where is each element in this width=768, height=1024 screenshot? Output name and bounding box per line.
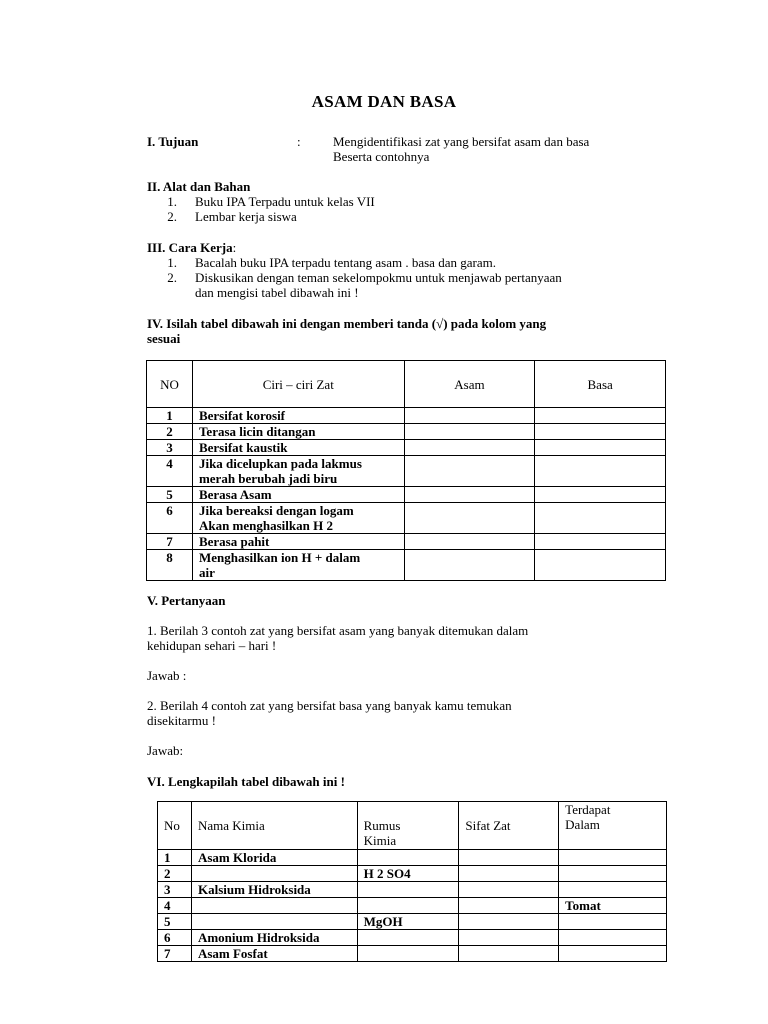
row-no: 7: [147, 534, 193, 550]
asam-cell[interactable]: [404, 440, 535, 456]
rumus-cell[interactable]: [357, 850, 459, 866]
rumus-cell[interactable]: MgOH: [357, 914, 459, 930]
nama-cell[interactable]: Kalsium Hidroksida: [191, 882, 357, 898]
basa-cell[interactable]: [535, 440, 666, 456]
col-header-terdapat-line: Terdapat: [565, 802, 611, 817]
table-row: [158, 898, 667, 914]
asam-cell[interactable]: [404, 503, 535, 534]
jawab-2-label: Jawab:: [147, 743, 184, 758]
row-ciri-line: Menghasilkan ion H + dalam: [198, 550, 361, 565]
row-ciri: Bersifat korosif: [192, 408, 404, 424]
row-ciri: [192, 550, 404, 581]
alat-item-num: 2.: [167, 209, 177, 224]
row-ciri: [192, 456, 404, 487]
kimia-table: [157, 801, 667, 962]
basa-cell[interactable]: [535, 550, 666, 581]
terdapat-cell[interactable]: [559, 930, 667, 946]
col-header-ciri: Ciri – ciri Zat: [192, 361, 404, 408]
alat-item-num: 1.: [167, 194, 177, 209]
asam-cell[interactable]: [404, 534, 535, 550]
asam-cell[interactable]: [404, 408, 535, 424]
col-header-nama: Nama Kimia: [191, 802, 357, 850]
tujuan-text-2: Beserta contohnya: [333, 149, 430, 164]
cara-colon: :: [232, 240, 237, 255]
sifat-cell[interactable]: [459, 914, 559, 930]
col-header-sifat: Sifat Zat: [459, 802, 559, 850]
table-row: [147, 503, 666, 534]
col-header-rumus: [357, 802, 459, 850]
row-no: 3: [147, 440, 193, 456]
row-ciri-line: merah berubah jadi biru: [198, 471, 338, 486]
sifat-cell[interactable]: [459, 866, 559, 882]
table-row: [147, 440, 666, 456]
row-ciri: Bersifat kaustik: [192, 440, 404, 456]
cara-item: Bacalah buku IPA terpadu tentang asam . basa dan garam.: [195, 255, 496, 270]
basa-cell[interactable]: [535, 408, 666, 424]
lengkapi-heading: VI. Lengkapilah tabel dibawah ini !: [147, 774, 345, 789]
row-ciri: Berasa pahit: [192, 534, 404, 550]
row-no: 8: [147, 550, 193, 581]
sifat-cell[interactable]: [459, 850, 559, 866]
nama-cell[interactable]: Asam Klorida: [191, 850, 357, 866]
row-ciri: [192, 503, 404, 534]
row-no: 5: [158, 914, 192, 930]
row-ciri-line: air: [198, 565, 215, 580]
row-no: 5: [147, 487, 193, 503]
row-no: 4: [147, 456, 193, 487]
ciri-zat-table: [146, 360, 666, 581]
row-no: 1: [158, 850, 192, 866]
col-header-basa: Basa: [535, 361, 666, 408]
table-row: [147, 456, 666, 487]
row-ciri-line: Jika dicelupkan pada lakmus: [198, 456, 362, 471]
col-header-terdapat-line: Dalam: [565, 817, 600, 832]
table-row: [147, 550, 666, 581]
question-1-cont: kehidupan sehari – hari !: [147, 638, 277, 653]
table-row: [147, 487, 666, 503]
sifat-cell[interactable]: [459, 882, 559, 898]
isilah-line-2: sesuai: [147, 331, 181, 346]
cara-heading: III. Cara Kerja: [147, 240, 233, 255]
terdapat-cell[interactable]: Tomat: [559, 898, 667, 914]
sifat-cell[interactable]: [459, 898, 559, 914]
cara-item-cont: dan mengisi tabel dibawah ini !: [195, 285, 359, 300]
row-no: 2: [147, 424, 193, 440]
col-header-no: No: [158, 802, 192, 850]
rumus-cell[interactable]: H 2 SO4: [357, 866, 459, 882]
row-no: 7: [158, 946, 192, 962]
asam-cell[interactable]: [404, 424, 535, 440]
rumus-cell[interactable]: [357, 898, 459, 914]
asam-cell[interactable]: [404, 487, 535, 503]
nama-cell[interactable]: Amonium Hidroksida: [191, 930, 357, 946]
row-ciri: Berasa Asam: [192, 487, 404, 503]
terdapat-cell[interactable]: [559, 882, 667, 898]
col-header-asam: Asam: [404, 361, 535, 408]
table-row: [158, 882, 667, 898]
col-header-rumus-line: Kimia: [363, 833, 397, 848]
col-header-terdapat: [559, 802, 667, 850]
row-no: 4: [158, 898, 192, 914]
terdapat-cell[interactable]: [559, 914, 667, 930]
table-row: [147, 424, 666, 440]
basa-cell[interactable]: [535, 487, 666, 503]
row-ciri-line: Akan menghasilkan H 2: [198, 518, 333, 533]
row-ciri-line: Jika bereaksi dengan logam: [198, 503, 354, 518]
tujuan-heading: I. Tujuan: [147, 134, 199, 149]
nama-cell[interactable]: [191, 866, 357, 882]
table-row: [147, 534, 666, 550]
basa-cell[interactable]: [535, 424, 666, 440]
question-2: 2. Berilah 4 contoh zat yang bersifat basa yang banyak kamu temukan: [147, 698, 512, 713]
rumus-cell[interactable]: [357, 882, 459, 898]
pertanyaan-heading: V. Pertanyaan: [147, 593, 226, 608]
cara-item-num: 2.: [167, 270, 177, 285]
row-no: 6: [147, 503, 193, 534]
jawab-1-label: Jawab :: [147, 668, 187, 683]
sifat-cell[interactable]: [459, 946, 559, 962]
question-1: 1. Berilah 3 contoh zat yang bersifat asam yang banyak ditemukan dalam: [147, 623, 529, 638]
table-row: [158, 866, 667, 882]
nama-cell[interactable]: [191, 914, 357, 930]
alat-heading: II. Alat dan Bahan: [147, 179, 251, 194]
question-2-cont: disekitarmu !: [147, 713, 216, 728]
isilah-line-1: IV. Isilah tabel dibawah ini dengan memberi tanda (√) pada kolom yang: [147, 316, 547, 331]
basa-cell[interactable]: [535, 534, 666, 550]
col-header-no: NO: [147, 361, 193, 408]
terdapat-cell[interactable]: [559, 850, 667, 866]
nama-cell[interactable]: [191, 898, 357, 914]
page-title: ASAM DAN BASA: [311, 92, 457, 111]
table-row: [147, 408, 666, 424]
basa-cell[interactable]: [535, 456, 666, 487]
terdapat-cell[interactable]: [559, 946, 667, 962]
rumus-cell[interactable]: [357, 930, 459, 946]
row-no: 3: [158, 882, 192, 898]
row-no: 2: [158, 866, 192, 882]
sifat-cell[interactable]: [459, 930, 559, 946]
asam-cell[interactable]: [404, 550, 535, 581]
terdapat-cell[interactable]: [559, 866, 667, 882]
row-no: 1: [147, 408, 193, 424]
col-header-rumus-line: Rumus: [363, 818, 401, 833]
table-row: [158, 946, 667, 962]
tujuan-text-1: Mengidentifikasi zat yang bersifat asam dan basa: [333, 134, 590, 149]
tujuan-colon: :: [297, 134, 301, 149]
table-row: [158, 930, 667, 946]
row-ciri: Terasa licin ditangan: [192, 424, 404, 440]
cara-item-num: 1.: [167, 255, 177, 270]
alat-item: Buku IPA Terpadu untuk kelas VII: [195, 194, 375, 209]
asam-cell[interactable]: [404, 456, 535, 487]
alat-item: Lembar kerja siswa: [195, 209, 297, 224]
rumus-cell[interactable]: [357, 946, 459, 962]
row-no: 6: [158, 930, 192, 946]
basa-cell[interactable]: [535, 503, 666, 534]
table-row: [158, 850, 667, 866]
nama-cell[interactable]: Asam Fosfat: [191, 946, 357, 962]
cara-item: Diskusikan dengan teman sekelompokmu untuk menjawab pertanyaan: [195, 270, 562, 285]
table-row: [158, 914, 667, 930]
